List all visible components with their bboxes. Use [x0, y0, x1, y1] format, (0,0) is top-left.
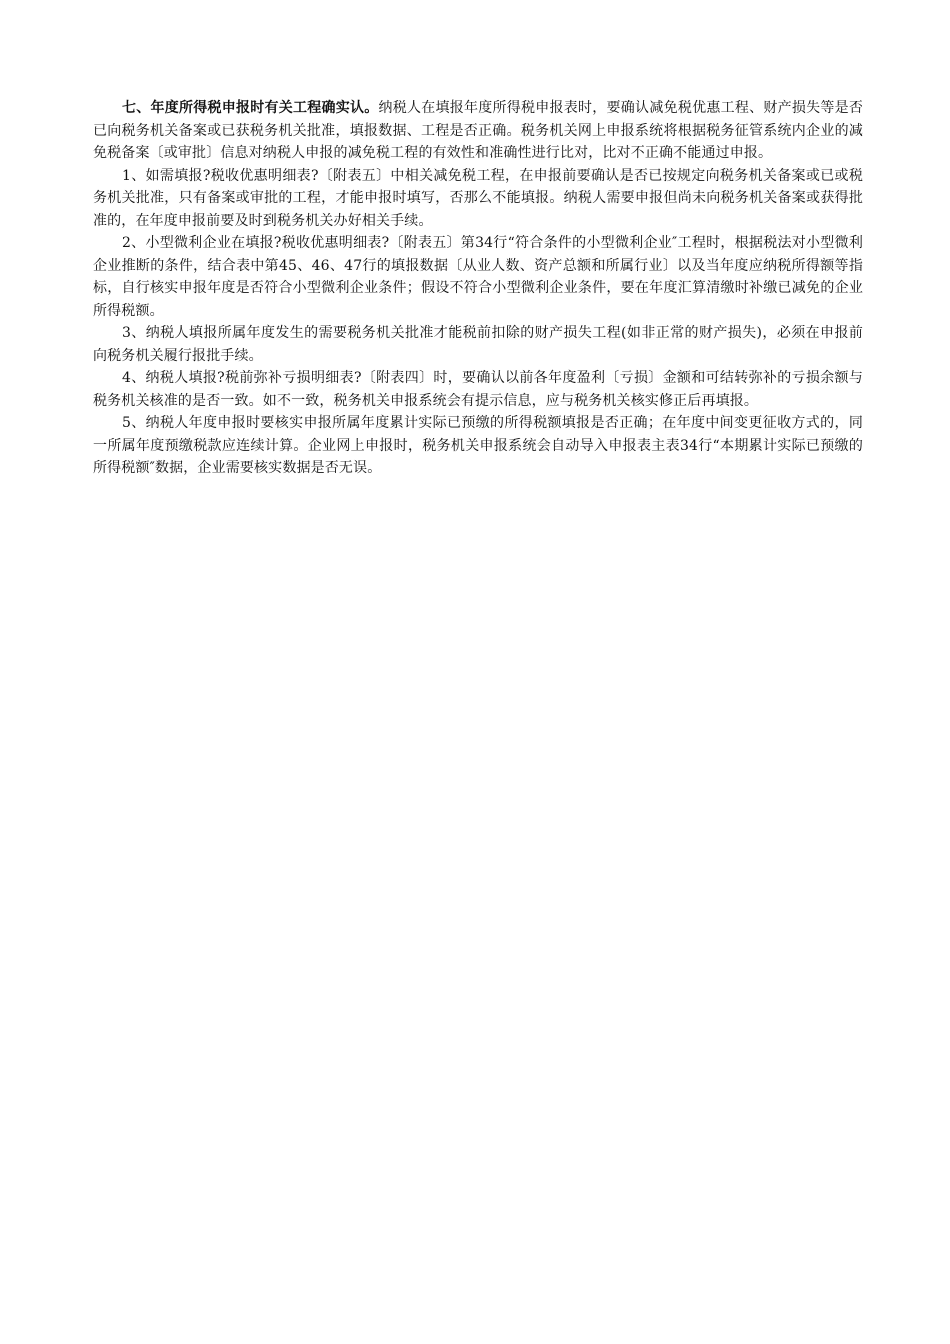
- item-3-paragraph: 3、纳税人填报所属年度发生的需要税务机关批准才能税前扣除的财产损失工程(如非正常的财产损失)，必须在申报前向税务机关履行报批手续。: [93, 325, 863, 364]
- item-1-paragraph: 1、如需填报?税收优惠明细表?〔附表五〕中相关减免税工程，在申报前要确认是否已按规定向税务机关备案或已或税务机关批准，只有备案或审批的工程，才能申报时填写，否那么不能填报。纳税人需要申报但尚未向税务机关备案或获得批准的，在年度申报前要及时到税务机关办好相关手续。: [93, 167, 863, 229]
- item-5-paragraph: 5、纳税人年度申报时要核实申报所属年度累计实际已预缴的所得税额填报是否正确；在年度中间变更征收方式的，同一所属年度预缴税款应连续计算。企业网上申报时，税务机关申报系统会自动导入申报表主表34行“本期累计实际已预缴的所得税额″数据，企业需要核实数据是否无误。: [93, 415, 863, 476]
- item-4-paragraph: 4、纳税人填报?税前弥补亏损明细表?〔附表四〕时，要确认以前各年度盈利〔亏损〕金额和可结转弥补的亏损余额与税务机关核准的是否一致。如不一致，税务机关申报系统会有提示信息，应与税务机关核实修正后再填报。: [93, 370, 863, 409]
- section-7-heading: 七、年度所得税申报时有关工程确实认。: [122, 100, 379, 116]
- section-7-body: 纳税人在填报年度所得税申报表时，要确认减免税优惠工程、财产损失等是否已向税务机关备案或已获税务机关批准，填报数据、工程是否正确。税务机关网上申报系统将根据税务征管系统内企业的减免税备案〔或审批〕信息对纳税人申报的减免税工程的有效性和准确性进行比对，比对不正确不能通过申报。: [93, 100, 863, 161]
- document-body: [93, 97, 863, 480]
- item-2-paragraph: 2、小型微利企业在填报?税收优惠明细表?〔附表五〕第34行“符合条件的小型微利企业″工程时，根据税法对小型微利企业推断的条件，结合表中第45、46、47行的填报数据〔从业人数、资产总额和所属行业〕以及当年度应纳税所得额等指标，自行核实申报年度是否符合小型微利企业条件；假设不符合小型微利企业条件，要在年度汇算清缴时补缴已减免的企业所得税额。: [93, 235, 863, 319]
- section-7-paragraph: [93, 97, 863, 165]
